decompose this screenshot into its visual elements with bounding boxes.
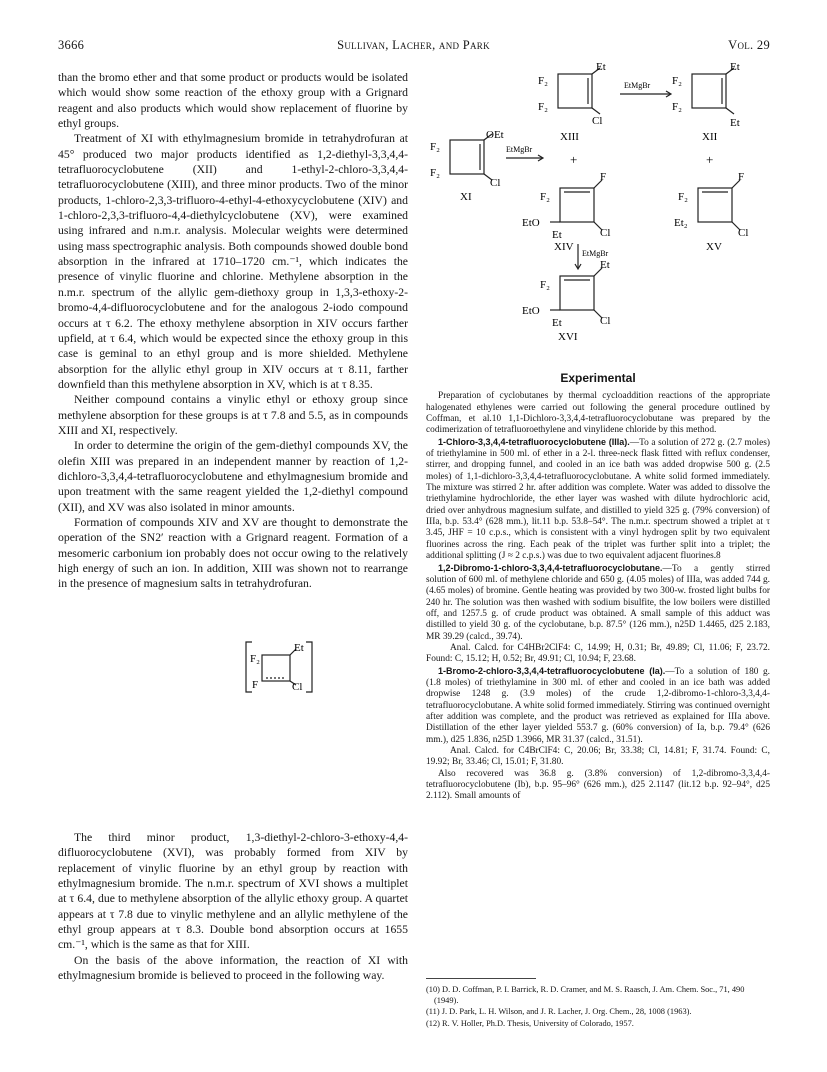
left-column-lower [58, 830, 408, 983]
atom-f2: F₂ [540, 279, 550, 291]
atom-cl: Cl [738, 227, 749, 239]
atom-f: F [252, 679, 259, 691]
reaction-scheme [420, 60, 790, 370]
footnote: (11) J. D. Park, L. H. Wilson, and J. R. Lacher, J. Org. Chem., 28, 1008 (1963). [426, 1007, 692, 1016]
analysis: Anal. Calcd. for C4BrClF4: C, 20.06; Br, 33.38; Cl, 14.81; F, 31.74. Found: C, 19.92; Br, 33.46; Cl, 15.01; F, 31.80. [426, 746, 770, 768]
reagent-label: EtMgBr [624, 81, 651, 90]
paragraph-body: —To a solution of 180 g. (1.8 moles) of triethylamine in 300 ml. of ether and cooled in an ice bath was added dropwise 1248 g. (3.9 moles) of the crude 1,2-dibromo-1-chloro-3,3,4,4-tetrafluorocyclobutane. A white solid formed immediately. Stirring was continued overnight after addition was complete, and the product was retrieved as explained for IIIa above. Distillation of the ether layer yielded 553.7 g. (60% conversion) of Ia, b.p. 79.4° (626 mm.), d25 1.836, n25D 1.3966, MR 31.37 (calcd., 31.51). [426, 666, 770, 745]
svg-text:+: + [706, 152, 714, 167]
compound-title: 1-Chloro-3,3,4,4-tetrafluorocyclobutene (IIIa). [438, 436, 630, 447]
compound-label-xi: XI [460, 191, 472, 203]
paragraph: Formation of compounds XIV and XV are thought to demonstrate the operation of the SN2′ reaction with a Grignard reagent. Formation of a mesomeric carbonium ion probably does not occur owing to the relatively high energy of such an ion. In addition, XIII was shown not to rearrange in the presence of magnesium salts in tetrahydrofuran. [58, 515, 408, 591]
paragraph: than the bromo ether and that some product or products would be isolated which would show some reaction of the ethoxy group with a Grignard reagent and also products which would show replacement of fluorine by ethyl groups. [58, 71, 408, 131]
compound-label-xv: XV [706, 241, 722, 253]
paragraph-body: —To a gently stirred solution of 600 ml. of methylene chloride and 650 g. (4.05 moles) of IIIa, was added 744 g. (4.65 moles) of bromine. Gentle heating was provided by two 300-w. frosted light bulbs for 240 hr. The solution was then washed with sodium bisulfite, the low boilers were distilled off, and 1257.5 g. of crude product was obtained. A small sample of this adduct was distilled to yield 30 g. of the cyclobutane, b.p. 87.5° (126 mm.), n25D 1.4465, d25 2.183, MR 39.29 (calcd., 39.74). [426, 563, 770, 642]
paragraph: Preparation of cyclobutanes by thermal cycloaddition reactions of the appropriate halogenated ethylenes were carried out following the general procedure outlined by Coffman, et al.10 1,1-Dichloro-3,3,4,4-tetrafluorocyclobutane was prepared by the codimerization of tetrafluoroethylene and vinylidene chloride by this method. [426, 391, 770, 436]
paragraph: Treatment of XI with ethylmagnesium bromide in tetrahydrofuran at 45° produced two major products identified as 1,2-diethyl-3,3,4,4-tetrafluorocyclobutene (XII) and 1-ethyl-2-chloro-3,3,4,4-tetrafluorocyclobutene (XIII), and three minor products. Two of the minor products, 1-chloro-2,3,3-trifluoro-4-ethyl-4-ethoxycyclobutene (XIV) and 1-chloro-2,3,3-trifluoro-4,4-diethylcyclobutene (XV), were examined using infrared and n.m.r. analysis. Molecular weights were determined using mass spectrographic analysis. Both compounds showed double bond absorption in the infrared at 1710–1720 cm.⁻¹, which indicates the presence of vinylic fluorine and chlorine. Methylene absorption in the n.m.r. spectrum of the allylic gem-diethoxy group in 1,3,3-ethoxy-2-bromo-4,4-difluorocyclobutene and for the analogous 2-iodo compound occurs at τ 6.2. The ethoxy methylene absorption in XIV occurs farther upfield, at τ 6.4, which would be expected since the ethoxy group in this case is geminal to an ethyl group and is more shielded. Methylene absorption for the allylic ethyl group in XIV occurs at τ 8.11, farther downfield than this methylene absorption in XV, which is at τ 8.35. [58, 132, 408, 391]
paragraph-body: —To a solution of 272 g. (2.7 moles) of triethylamine in 500 ml. of ether in a 2-l. three-neck flask fitted with reflux condenser, stirrer, and dropping funnel, and cooled in an ice bath was added dropwise 500 g. (2.5 moles) of 1,1-dichloro-3,3,4,4-tetrafluorocyclobutane. A white solid formed immediately. The mixture was stirred 2 hr. after addition was complete. Water was added to dissolve the triethylamine hydrochloride, the ether layer was washed with dilute hydrochloric acid, dried over anhydrous magnesium sulfate, and distilled to yield 325 g. (79% conversion) of IIIa, b.p. 53.4° (628 mm.), lit.11 b.p. 53.8–54°. The n.m.r. spectrum showed a triplet at τ 3.45, JHF = 10 c.p.s., which is consistent with a vinyl hydrogen split by two equivalent fluorines across the ring. Each peak of the triplet was further split into a triplet; the additional splitting (J ≈ 2 c.p.s.) was due to two equivalent adjacent fluorines.8 [426, 437, 770, 562]
atom-et: Et [730, 61, 740, 73]
atom-cl: Cl [600, 315, 611, 327]
compound-title: 1-Bromo-2-chloro-3,3,4,4-tetrafluorocyclobutene (Ia). [438, 665, 666, 676]
atom-f2: F₂ [430, 141, 440, 153]
running-title: Sullivan, Lacher, and Park [337, 38, 490, 52]
paragraph [426, 437, 770, 563]
atom-f2: F₂ [540, 191, 550, 203]
atom-f: F [600, 171, 607, 183]
atom-cl: Cl [600, 227, 611, 239]
svg-text:+: + [570, 152, 578, 167]
atom-et: Et [730, 117, 740, 129]
atom-et2: Et₂ [674, 217, 688, 229]
reagent-label: EtMgBr [582, 249, 609, 258]
atom-cl: Cl [592, 115, 603, 127]
paragraph: Also recovered was 36.8 g. (3.8% conversion) of 1,2-dibromo-3,3,4,4-tetrafluorocyclobutene (Ib), b.p. 95–96° (626 mm.), d25 2.1147 (lit.12 b.p. 92–94°, d25 2.112). Small amounts of [426, 768, 770, 802]
left-column [58, 70, 408, 592]
compound-label-xii: XII [702, 131, 718, 143]
analysis: Anal. Calcd. for C4HBr2ClF4: C, 14.99; H, 0.31; Br, 49.89; Cl, 11.06; F, 23.72. Found: C, 15.12; H, 0.52; Br, 49.91; Cl, 10.94; F, 23.68. [426, 642, 770, 665]
page-number: 3666 [58, 38, 85, 52]
atom-f: F [738, 171, 745, 183]
atom-f2: F₂ [672, 75, 682, 87]
atom-f2: F₂ [672, 101, 682, 113]
paragraph: On the basis of the above information, the reaction of XI with ethylmagnesium bromide is believed to proceed in the following way. [58, 953, 408, 983]
footnote-rule [426, 978, 536, 979]
compound-label-xvi: XVI [558, 331, 578, 343]
atom-et: Et [552, 229, 562, 241]
volume: Vol. 29 [728, 38, 770, 52]
paragraph [426, 563, 770, 643]
atom-cl: Cl [292, 681, 303, 693]
atom-et: Et [600, 259, 610, 271]
footnotes [426, 978, 770, 1030]
compound-title: 1,2-Dibromo-1-chloro-3,3,4,4-tetrafluorocyclobutane. [438, 562, 663, 573]
experimental-section [426, 373, 770, 803]
atom-et: Et [552, 317, 562, 329]
atom-eto: EtO [522, 305, 540, 317]
atom-f2: F₂ [538, 101, 548, 113]
section-heading: Experimental [560, 371, 636, 385]
atom-f2: F₂ [250, 653, 260, 665]
paragraph: Neither compound contains a vinylic ethyl or ethoxy group since methylene absorption for these groups is at τ 7.8 and 5.5, as in compounds XIII and XI, respectively. [58, 393, 408, 437]
atom-eto: EtO [522, 217, 540, 229]
atom-et: Et [294, 642, 304, 654]
atom-f2: F₂ [538, 75, 548, 87]
atom-f2: F₂ [678, 191, 688, 203]
atom-oet: OEt [486, 129, 504, 141]
atom-et: Et [596, 61, 606, 73]
paragraph [426, 666, 770, 746]
compound-label-xiv: XIV [554, 241, 574, 253]
reagent-label: EtMgBr [506, 145, 533, 154]
atom-f2: F₂ [430, 167, 440, 179]
mesomeric-ion-structure [240, 638, 320, 698]
paragraph: The third minor product, 1,3-diethyl-2-chloro-3-ethoxy-4,4-difluorocyclobutene (XVI), was probably formed from XIV by replacement of vinylic fluorine by an ethyl group by reaction with ethylmagnesium bromide. The n.m.r. spectrum of XVI shows a multiplet at τ 6.4, due to methylene absorption of the allylic ethoxy group. A quartet appears at τ 7.8 due to vinylic methylene and an allylic methylene of the ethyl group appears at τ 8.3. Double bond absorption occurs at 1655 cm.⁻¹, which is the same as that for XIII. [58, 831, 408, 952]
footnote: (10) D. D. Coffman, P. I. Barrick, R. D. Cramer, and M. S. Raasch, J. Am. Chem. Soc., 71, 490 (1949). [426, 985, 745, 1005]
compound-label-xiii: XIII [560, 131, 579, 143]
footnote: (12) R. V. Holler, Ph.D. Thesis, University of Colorado, 1957. [426, 1018, 634, 1028]
atom-cl: Cl [490, 177, 501, 189]
paragraph: In order to determine the origin of the gem-diethyl compounds XV, the olefin XIII was prepared in an independent manner by reaction of 1,2-dichloro-3,3,4,4-tetrafluorocyclobutene and ethylmagnesium bromide and upon treatment with the same reagent yielded the 1,2-diethyl compound (XII), and XV was also isolated in minor amounts. [58, 439, 408, 514]
